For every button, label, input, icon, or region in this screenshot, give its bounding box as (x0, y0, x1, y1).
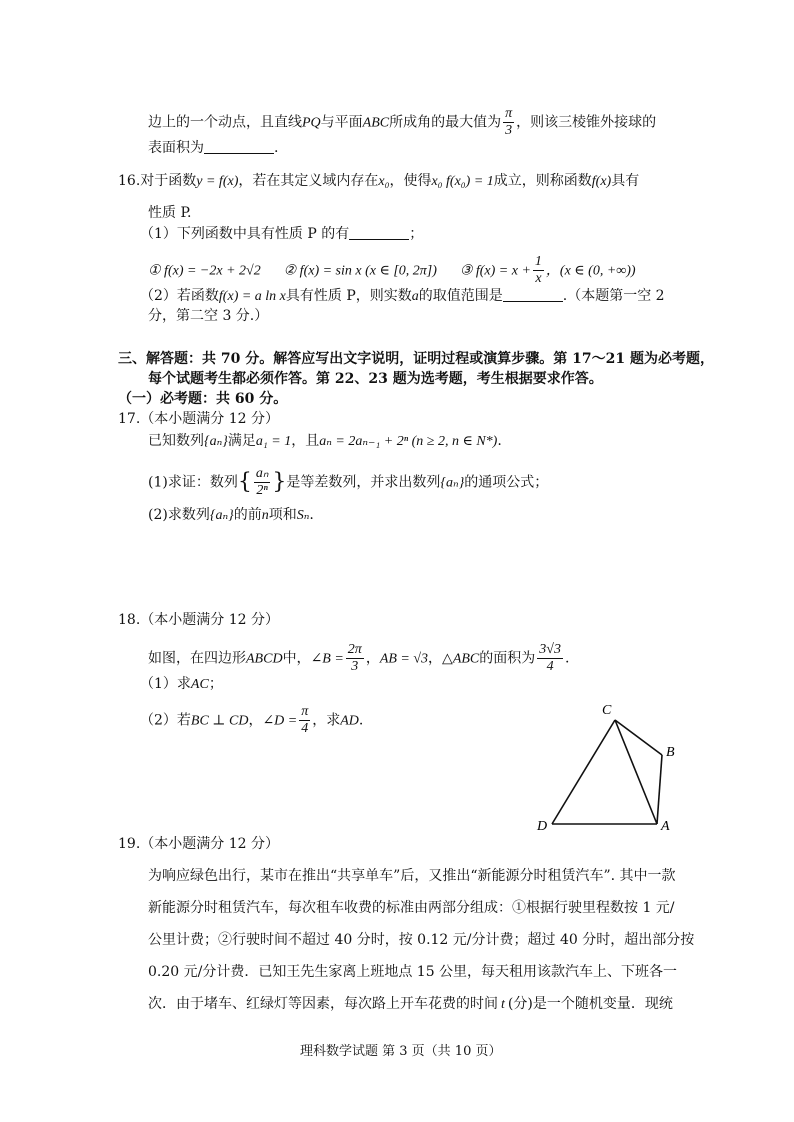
q17-title: 17.（本小题满分 12 分） (118, 411, 279, 427)
q19-line-1: 为响应绿色出行，某市在推出“共享单车”后，又推出“新能源分时租赁汽车”. 其中一款 (148, 868, 676, 884)
q17-fraction: $\frac{\text{aₙ}}{\text{2ⁿ}}$ (255, 466, 269, 498)
edge-CD (552, 720, 615, 824)
q16-line-2: 性质 P. (148, 205, 192, 221)
q19-title: 19.（本小题满分 12 分） (118, 836, 279, 852)
answer-blank[interactable] (349, 225, 409, 240)
vertex-label-A: A (661, 819, 670, 834)
edge-CA (615, 720, 657, 824)
vertex-label-D: D (537, 819, 548, 834)
q15-line-2: 表面积为 . (148, 140, 279, 156)
q16-part-2: （2）若函数f(x) = a ln x具有性质 P，则实数a的取值范围是 .（本题第一空 2 (140, 288, 665, 304)
section-3-heading-2: 每个试题考生都必须作答。第 22、23 题为选考题，考生根据要求作答。 (148, 371, 603, 387)
q15-fraction: $\frac{\pi}{3}$ (505, 106, 513, 138)
q19-line-3: 公里计费；②行驶时间不超过 40 分时，按 0.12 元/分计费；超过 40 分时，超出部分按 (148, 932, 695, 948)
q16-part-1: （1）下列函数中具有性质 P 的有 ； (140, 226, 424, 242)
vertex-label-C: C (602, 703, 612, 718)
q19-line-2: 新能源分时租赁汽车，每次租车收费的标准由两部分组成：①根据行驶里程数按 1 元/ (148, 900, 675, 916)
answer-blank[interactable] (204, 139, 274, 154)
q18-line-1: 如图，在四边形ABCD中，∠B = $\frac{2\pi}{3}$ ，AB = √3，△ABC的面积为 $\frac{3√3}{4}$ . (148, 642, 570, 674)
q16-line-1: 16.对于函数y = f(x)，若在其定义域内存在x₀，使得x₀ f(x₀) = 1成立，则称函数f(x)具有 (118, 173, 640, 189)
q16-options: ① f(x) = −2x + 2√2 ② f(x) = sin x (x ∈ [0, 2π]) ③ f(x) = x + $\frac{1}{x}$ ，(x ∈ (0, +∞)) (148, 254, 636, 286)
q19-line-5: 次．由于堵车、红绿灯等因素，每次路上开车花费的时间 t (分)是一个随机变量．现统 (148, 996, 673, 1012)
q18-part-2: （2）若BC ⊥ CD，∠D = $\frac{\pi}{4}$ ，求AD. (140, 704, 364, 736)
q19-line-4: 0.20 元/分计费．已知王先生家离上班地点 15 公里，每天租用该款汽车上、下班各一 (148, 964, 678, 980)
edge-BA (657, 755, 662, 824)
section-3-sub: （一）必考题：共 60 分。 (118, 391, 288, 407)
q18-part-1: （1）求AC； (140, 676, 223, 692)
q17-line-1: 已知数列{aₙ}满足a₁ = 1，且aₙ = 2aₙ₋₁ + 2ⁿ (n ≥ 2, n ∈ N*). (148, 433, 502, 449)
vertex-label-B: B (666, 745, 675, 760)
edge-CB (615, 720, 662, 755)
q17-part-1: (1)求证：数列{ $\frac{\text{aₙ}}{\text{2ⁿ}}$ }是等差数列，并求出数列{aₙ}的通项公式； (148, 466, 549, 498)
q18-area-fraction: $\frac{3√3}{4}$ (539, 642, 561, 674)
q15-line-1: 边上的一个动点，且直线PQ与平面ABC所成角的最大值为 $\frac{\pi}{3}$ ，则该三棱锥外接球的 (148, 106, 657, 138)
page-footer: 理科数学试题 第 3 页（共 10 页） (300, 1044, 502, 1059)
q18-d-fraction: $\frac{\pi}{4}$ (301, 704, 309, 736)
q16-part-2-line-2: 分，第二空 3 分.） (148, 308, 269, 324)
answer-blank[interactable] (503, 287, 563, 302)
q18-angle-fraction: $\frac{2\pi}{3}$ (347, 642, 362, 674)
q16-opt3-fraction: $\frac{1}{x}$ (534, 254, 542, 286)
q18-title: 18.（本小题满分 12 分） (118, 612, 279, 628)
section-3-heading: 三、解答题：共 70 分。解答应写出文字说明，证明过程或演算步骤。第 17～21 题为必考题， (118, 351, 714, 367)
q17-part-2: (2)求数列{aₙ}的前n项和Sₙ. (148, 507, 314, 523)
